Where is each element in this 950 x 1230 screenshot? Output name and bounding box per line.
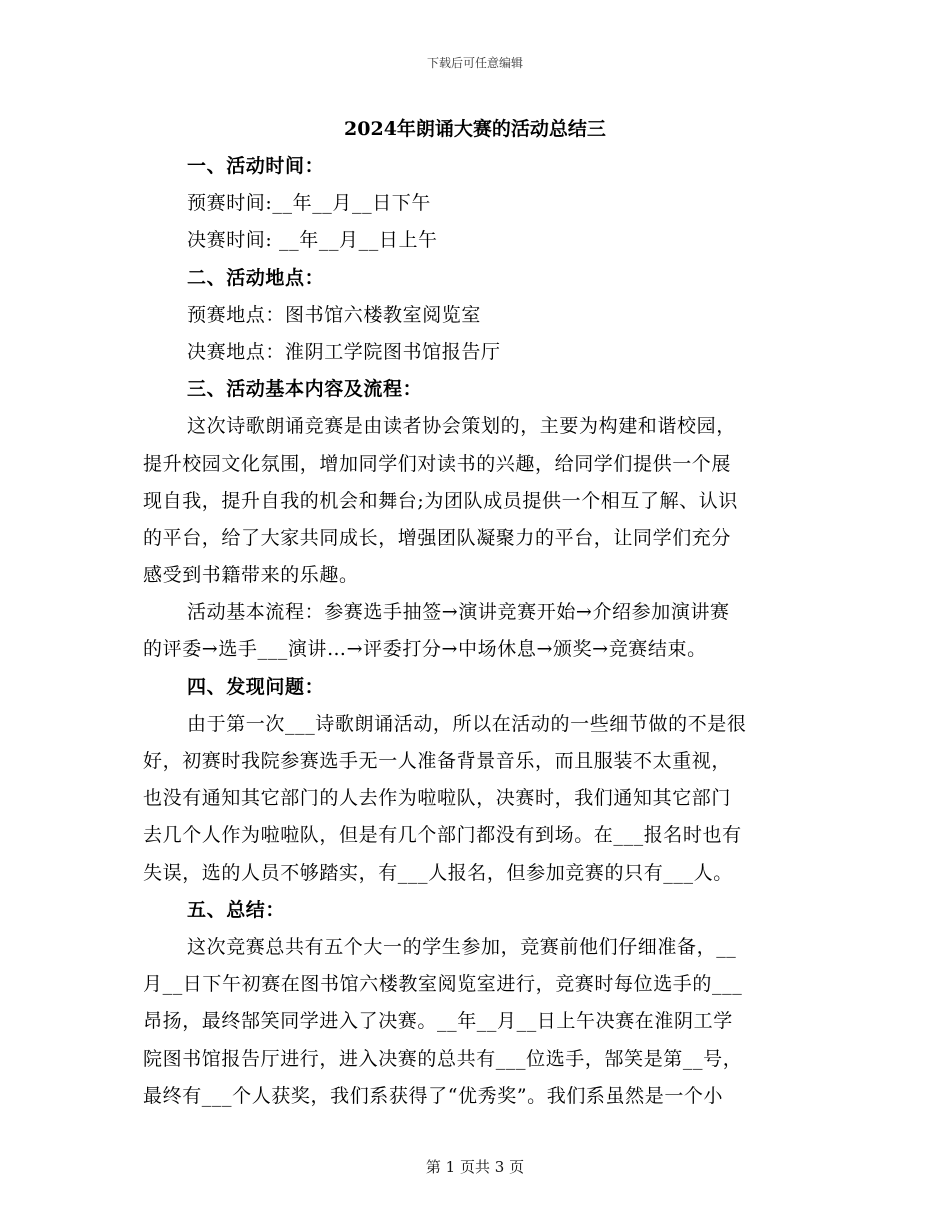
paragraph-line: 感受到书籍带来的乐趣。 [143, 564, 359, 587]
section-heading: 五、总结： [187, 898, 286, 921]
paragraph-line: 月__日下午初赛在图书馆六楼教室阅览室进行，竞赛时每位选手的___ [143, 973, 743, 996]
section-heading: 三、活动基本内容及流程： [187, 378, 423, 401]
paragraph-line: 这次竞赛总共有五个大一的学生参加，竞赛前他们仔细准备，__ [187, 935, 737, 958]
paragraph-line: 最终有___个人获奖，我们系获得了“优秀奖”。我们系虽然是一个小 [143, 1084, 724, 1107]
paragraph-line: 也没有通知其它部门的人去作为啦啦队，决赛时，我们通知其它部门 [143, 787, 732, 810]
text-line: 决赛时间: __年__月__日上午 [187, 229, 438, 252]
paragraph-line: 的评委→选手___演讲…→评委打分→中场休息→颁奖→竞赛结束。 [143, 638, 707, 661]
paragraph-line: 活动基本流程：参赛选手抽签→演讲竞赛开始→介绍参加演讲赛 [187, 601, 730, 624]
paragraph-line: 好，初赛时我院参赛选手无一人准备背景音乐，而且服装不太重视， [143, 750, 732, 772]
document-title: 2024年朗诵大赛的活动总结三 [344, 118, 606, 140]
paragraph-line: 由于第一次___诗歌朗诵活动，所以在活动的一些细节做的不是很 [187, 712, 747, 735]
paragraph-line: 去几个人作为啦啦队，但是有几个部门都没有到场。在___报名时也有 [143, 824, 742, 847]
section-heading: 一、活动时间： [187, 155, 325, 177]
section-heading: 二、活动地点： [187, 266, 325, 289]
paragraph-line: 失误，选的人员不够踏实，有___人报名，但参加竞赛的只有___人。 [143, 861, 733, 884]
page-footer: 第 1 页共 3 页 [425, 1158, 525, 1176]
paragraph-line: 现自我，提升自我的机会和舞台;为团队成员提供一个相互了解、认识 [143, 489, 739, 512]
text-line: 决赛地点：淮阴工学院图书馆报告厅 [187, 340, 501, 363]
paragraph-line: 提升校园文化氛围，增加同学们对读书的兴趣，给同学们提供一个展 [143, 452, 732, 475]
section-heading: 四、发现问题： [187, 675, 325, 698]
page-header: 下载后可任意编辑 [426, 56, 523, 70]
paragraph-line: 的平台，给了大家共同成长，增强团队凝聚力的平台，让同学们充分 [143, 526, 732, 549]
paragraph-line: 院图书馆报告厅进行，进入决赛的总共有___位选手，郜笑是第__号， [143, 1047, 743, 1070]
paragraph-line: 这次诗歌朗诵竞赛是由读者协会策划的，主要为构建和谐校园， [187, 415, 736, 438]
document-body [143, 148, 808, 1115]
paragraph-line: 昂扬，最终郜笑同学进入了决赛。__年__月__日上午决赛在淮阴工学 [143, 1010, 733, 1033]
text-line: 预赛地点：图书馆六楼教室阅览室 [187, 303, 482, 326]
text-line: 预赛时间:__年__月__日下午 [187, 192, 432, 215]
